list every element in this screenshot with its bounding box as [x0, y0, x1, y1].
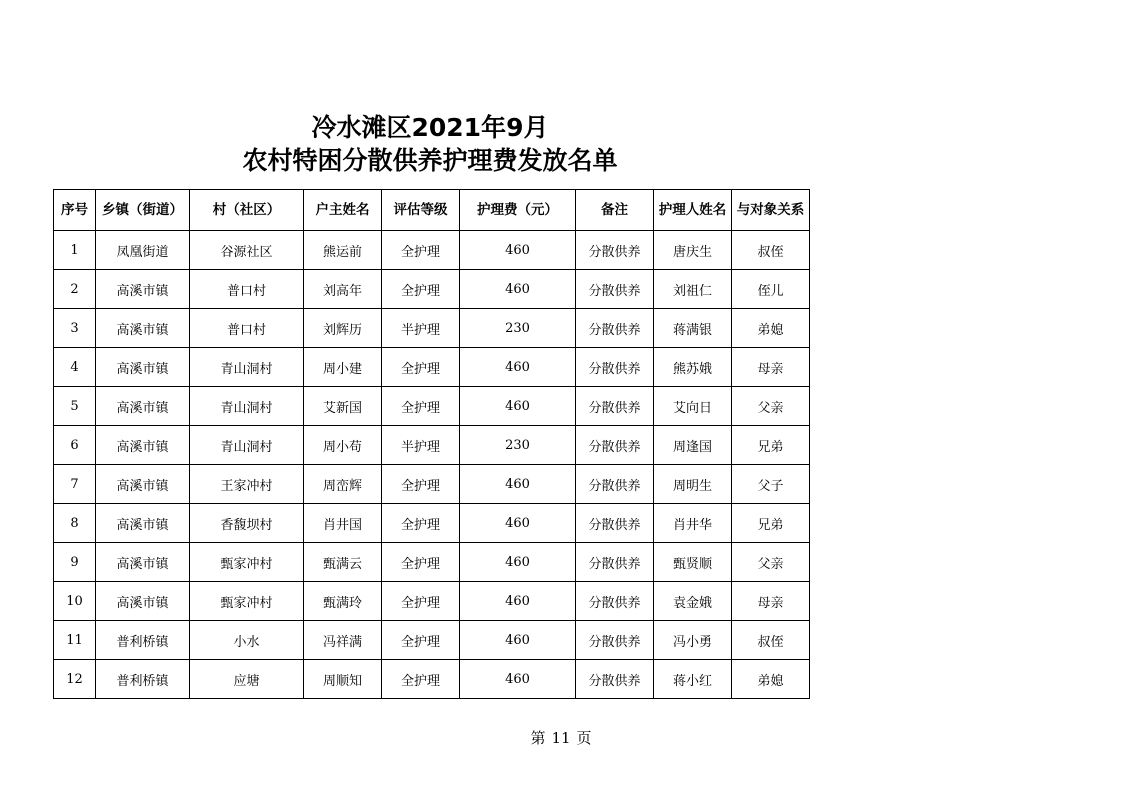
- cell-township: 高溪市镇: [96, 348, 190, 387]
- table-row: [54, 465, 810, 504]
- cell-householder: 刘辉历: [304, 309, 382, 348]
- cell-village: 普口村: [190, 309, 304, 348]
- cell-village: 王家冲村: [190, 465, 304, 504]
- cell-householder: 周小苟: [304, 426, 382, 465]
- cell-care-level: 全护理: [382, 465, 460, 504]
- cell-remarks: 分散供养: [576, 582, 654, 621]
- cell-care-fee: 460: [460, 621, 576, 660]
- cell-relationship: 弟媳: [732, 660, 810, 699]
- table-row: [54, 231, 810, 270]
- cell-care-fee: 460: [460, 504, 576, 543]
- cell-township: 高溪市镇: [96, 270, 190, 309]
- table-row: [54, 426, 810, 465]
- cell-township: 高溪市镇: [96, 465, 190, 504]
- cell-village: 甄家冲村: [190, 543, 304, 582]
- cell-remarks: 分散供养: [576, 465, 654, 504]
- column-header-relationship: 与对象关系: [732, 190, 810, 231]
- cell-householder: 熊运前: [304, 231, 382, 270]
- cell-care-fee: 460: [460, 348, 576, 387]
- cell-caregiver: 唐庆生: [654, 231, 732, 270]
- cell-village: 小水: [190, 621, 304, 660]
- cell-remarks: 分散供养: [576, 621, 654, 660]
- cell-remarks: 分散供养: [576, 309, 654, 348]
- cell-village: 香馥坝村: [190, 504, 304, 543]
- cell-index: 8: [54, 504, 96, 543]
- table-row: [54, 348, 810, 387]
- cell-care-fee: 460: [460, 231, 576, 270]
- cell-remarks: 分散供养: [576, 231, 654, 270]
- cell-householder: 艾新国: [304, 387, 382, 426]
- cell-village: 青山洞村: [190, 387, 304, 426]
- cell-householder: 周峦辉: [304, 465, 382, 504]
- cell-care-fee: 460: [460, 465, 576, 504]
- cell-index: 10: [54, 582, 96, 621]
- cell-remarks: 分散供养: [576, 660, 654, 699]
- cell-index: 1: [54, 231, 96, 270]
- cell-relationship: 侄儿: [732, 270, 810, 309]
- cell-relationship: 母亲: [732, 348, 810, 387]
- cell-care-fee: 460: [460, 387, 576, 426]
- cell-index: 4: [54, 348, 96, 387]
- column-header-caregiver: 护理人姓名: [654, 190, 732, 231]
- cell-householder: 肖井国: [304, 504, 382, 543]
- table-row: [54, 582, 810, 621]
- cell-relationship: 兄弟: [732, 426, 810, 465]
- cell-care-level: 全护理: [382, 231, 460, 270]
- cell-index: 7: [54, 465, 96, 504]
- cell-householder: 刘高年: [304, 270, 382, 309]
- cell-index: 2: [54, 270, 96, 309]
- page-footer: [0, 727, 1122, 748]
- cell-caregiver: 冯小勇: [654, 621, 732, 660]
- page-footer-suffix: 页: [576, 729, 592, 747]
- cell-village: 甄家冲村: [190, 582, 304, 621]
- cell-relationship: 母亲: [732, 582, 810, 621]
- cell-index: 9: [54, 543, 96, 582]
- cell-care-fee: 230: [460, 309, 576, 348]
- cell-relationship: 父子: [732, 465, 810, 504]
- cell-care-fee: 460: [460, 582, 576, 621]
- table-row: [54, 270, 810, 309]
- column-header-index: 序号: [54, 190, 96, 231]
- cell-care-level: 全护理: [382, 504, 460, 543]
- cell-care-level: 全护理: [382, 660, 460, 699]
- cell-caregiver: 艾向日: [654, 387, 732, 426]
- cell-village: 普口村: [190, 270, 304, 309]
- cell-township: 高溪市镇: [96, 504, 190, 543]
- cell-care-level: 半护理: [382, 309, 460, 348]
- table-body: [54, 231, 810, 699]
- cell-caregiver: 蒋满银: [654, 309, 732, 348]
- cell-remarks: 分散供养: [576, 348, 654, 387]
- document-title-line1: 冷水滩区2021年9月: [311, 113, 549, 142]
- cell-caregiver: 周逢国: [654, 426, 732, 465]
- cell-remarks: 分散供养: [576, 387, 654, 426]
- table-header-row: [54, 190, 810, 231]
- column-header-remarks: 备注: [576, 190, 654, 231]
- cell-relationship: 叔侄: [732, 231, 810, 270]
- cell-relationship: 父亲: [732, 543, 810, 582]
- cell-householder: 甄满云: [304, 543, 382, 582]
- cell-index: 11: [54, 621, 96, 660]
- cell-care-level: 全护理: [382, 270, 460, 309]
- cell-village: 谷源社区: [190, 231, 304, 270]
- cell-relationship: 弟媳: [732, 309, 810, 348]
- cell-township: 凤凰街道: [96, 231, 190, 270]
- table-row: [54, 309, 810, 348]
- cell-township: 高溪市镇: [96, 309, 190, 348]
- cell-care-fee: 460: [460, 660, 576, 699]
- cell-care-fee: 460: [460, 543, 576, 582]
- cell-index: 5: [54, 387, 96, 426]
- page-footer-prefix: 第: [530, 729, 546, 747]
- cell-householder: 甄满玲: [304, 582, 382, 621]
- table-row: [54, 504, 810, 543]
- cell-care-fee: 460: [460, 270, 576, 309]
- cell-householder: 周顺知: [304, 660, 382, 699]
- care-fee-table: [53, 189, 810, 699]
- cell-township: 高溪市镇: [96, 426, 190, 465]
- cell-care-level: 全护理: [382, 387, 460, 426]
- cell-index: 12: [54, 660, 96, 699]
- cell-caregiver: 蒋小红: [654, 660, 732, 699]
- column-header-care-level: 评估等级: [382, 190, 460, 231]
- cell-township: 普利桥镇: [96, 660, 190, 699]
- table-row: [54, 387, 810, 426]
- table-row: [54, 660, 810, 699]
- cell-care-level: 全护理: [382, 621, 460, 660]
- cell-relationship: 父亲: [732, 387, 810, 426]
- cell-care-level: 全护理: [382, 348, 460, 387]
- cell-caregiver: 肖井华: [654, 504, 732, 543]
- cell-index: 6: [54, 426, 96, 465]
- cell-township: 普利桥镇: [96, 621, 190, 660]
- cell-caregiver: 熊苏娥: [654, 348, 732, 387]
- cell-caregiver: 甄贤顺: [654, 543, 732, 582]
- cell-township: 高溪市镇: [96, 387, 190, 426]
- cell-village: 青山洞村: [190, 426, 304, 465]
- cell-remarks: 分散供养: [576, 426, 654, 465]
- cell-index: 3: [54, 309, 96, 348]
- cell-care-fee: 230: [460, 426, 576, 465]
- cell-remarks: 分散供养: [576, 504, 654, 543]
- cell-township: 高溪市镇: [96, 543, 190, 582]
- column-header-householder: 户主姓名: [304, 190, 382, 231]
- cell-care-level: 全护理: [382, 582, 460, 621]
- cell-relationship: 叔侄: [732, 621, 810, 660]
- cell-care-level: 半护理: [382, 426, 460, 465]
- page-number: 11: [551, 729, 571, 747]
- cell-village: 应塘: [190, 660, 304, 699]
- cell-householder: 冯祥满: [304, 621, 382, 660]
- column-header-care-fee: 护理费（元）: [460, 190, 576, 231]
- cell-relationship: 兄弟: [732, 504, 810, 543]
- cell-caregiver: 周明生: [654, 465, 732, 504]
- cell-township: 高溪市镇: [96, 582, 190, 621]
- cell-village: 青山洞村: [190, 348, 304, 387]
- cell-caregiver: 袁金娥: [654, 582, 732, 621]
- column-header-township: 乡镇（街道）: [96, 190, 190, 231]
- table-row: [54, 621, 810, 660]
- table-row: [54, 543, 810, 582]
- cell-care-level: 全护理: [382, 543, 460, 582]
- cell-householder: 周小建: [304, 348, 382, 387]
- document-title-line2: 农村特困分散供养护理费发放名单: [242, 146, 618, 175]
- cell-remarks: 分散供养: [576, 270, 654, 309]
- cell-caregiver: 刘祖仁: [654, 270, 732, 309]
- cell-remarks: 分散供养: [576, 543, 654, 582]
- column-header-village: 村（社区）: [190, 190, 304, 231]
